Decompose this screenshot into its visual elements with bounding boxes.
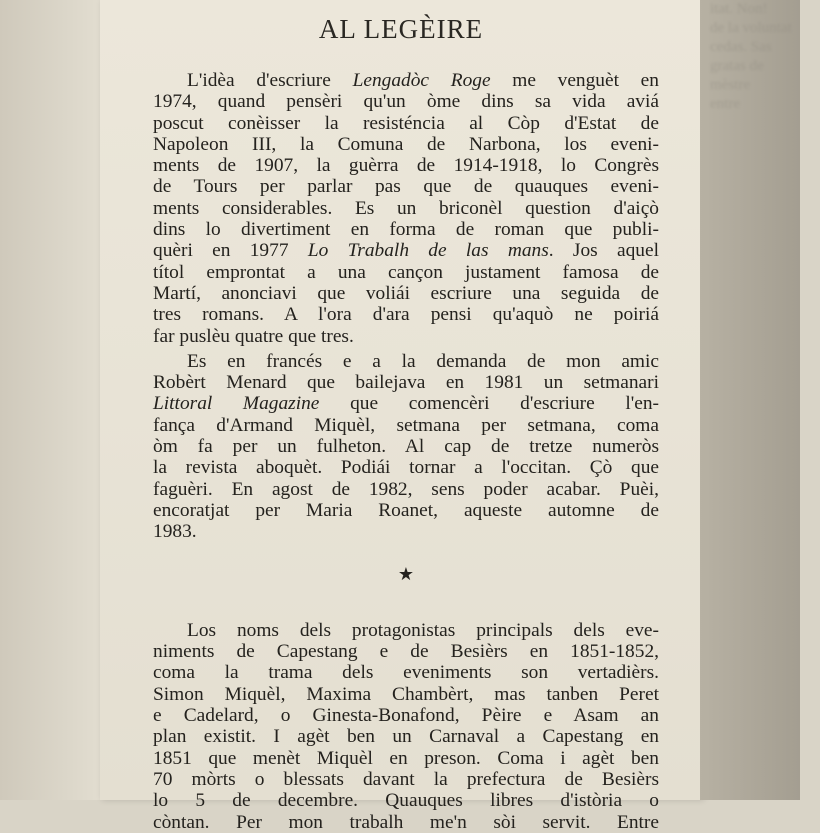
text-line: Napoleon III, la Comuna de Narbona, los eveni- xyxy=(153,133,659,155)
facing-page-edge xyxy=(700,0,800,800)
text-line: far puslèu quatre que tres. xyxy=(153,325,354,347)
bleed-line: cedas. Sas xyxy=(710,39,772,55)
book-title-lengadoc-roge: Lengadòc Roge xyxy=(352,70,491,91)
text-line xyxy=(153,70,659,91)
text-line: Robèrt Menard que bailejava en 1981 un setmanari xyxy=(153,372,659,394)
bleed-line: gratas de xyxy=(710,58,764,74)
paragraph-1 xyxy=(153,70,659,347)
line-text-1-b: me venguèt en xyxy=(490,70,659,91)
text-line: quèri en 1977 Lo Trabalh de las mans. Jos aquel xyxy=(153,240,659,262)
text-line: 1983. xyxy=(153,521,197,543)
text-line: ments considerables. Es un briconèl question d'aiçò xyxy=(153,197,659,219)
text-line: Martí, anonciavi que voliái escriure una seguida de xyxy=(153,282,659,304)
left-margin-shadow xyxy=(0,0,100,800)
text-line: tres romans. A l'ora d'ara pensi qu'aquò ne poiriá xyxy=(153,304,659,326)
magazine-title: Littoral Magazine xyxy=(153,393,320,415)
text-line: encoratjat per Maria Roanet, aqueste automne de xyxy=(153,499,659,521)
book-title-lo-trabalh: Lo Trabalh de las mans xyxy=(307,240,549,262)
paragraph-2 xyxy=(153,351,659,543)
bleed-line: de la voluntat xyxy=(710,20,792,36)
text-line: Littoral Magazine que comencèri d'escriure l'en- xyxy=(153,393,660,415)
text-line: ments de 1907, la guèrra de 1914-1918, lo Congrès xyxy=(153,155,659,177)
bleed-line: entre xyxy=(710,96,740,112)
text-line: la revista aboquèt. Podiái tornar a l'occitan. Çò que xyxy=(153,457,659,479)
text-line: còntan. Per mon trabalh me'n sòi servit. Entre xyxy=(153,811,659,833)
bleed-line: itat. Non! xyxy=(710,1,768,17)
text-line: fança d'Armand Miquèl, setmana per setmana, coma xyxy=(153,414,659,436)
text-line: de Tours per parlar pas que de quauques eveni- xyxy=(153,176,659,198)
bleed-line: mèstre xyxy=(710,77,750,93)
text-line: plan existit. I agèt ben un Carnaval a Capestang en xyxy=(153,726,659,748)
text-line: 1974, quand pensèri qu'un òme dins sa vida aviá xyxy=(153,91,659,113)
text-line: niments de Capestang e de Besièrs en 1851-1852, xyxy=(153,641,659,663)
page-title: AL LEGÈIRE xyxy=(318,14,484,44)
text-line: títol emprontat a una cançon justament famosa de xyxy=(153,261,659,283)
star-ornament: ★ xyxy=(397,563,415,584)
text-line: faguèri. En agost de 1982, sens poder acabar. Puèi, xyxy=(153,478,659,500)
line-text-1-a: L'idèa d'escriure xyxy=(187,70,353,91)
text-line: dins lo divertiment en forma de roman que publi- xyxy=(153,219,659,241)
text-line: Simon Miquèl, Maxima Chambèrt, mas tanben Peret xyxy=(153,683,659,705)
bleed-through-text xyxy=(710,0,820,114)
text-line: òm fa per un fulheton. Al cap de tretze numeròs xyxy=(153,436,659,458)
paragraph-3 xyxy=(153,620,659,833)
text-line: Los noms dels protagonistas principals dels eve- xyxy=(187,619,659,641)
text-line: 70 mòrts o blessats davant la prefectura de Besièrs xyxy=(153,768,659,790)
text-line: poscut conèisser la resisténcia al Còp d'Estat de xyxy=(153,112,659,134)
text-line: e Cadelard, o Ginesta-Bonafond, Pèire e Asam an xyxy=(153,705,659,727)
text-line: lo 5 de decembre. Quauques libres d'istòria o xyxy=(153,790,659,812)
text-line: coma la trama dels eveniments son vertadièrs. xyxy=(153,662,659,684)
book-page xyxy=(100,0,702,833)
body-text xyxy=(153,70,659,833)
text-line: Es en francés e a la demanda de mon amic xyxy=(187,350,659,372)
text-line: 1851 que menèt Miquèl en preson. Coma i agèt ben xyxy=(153,747,659,769)
